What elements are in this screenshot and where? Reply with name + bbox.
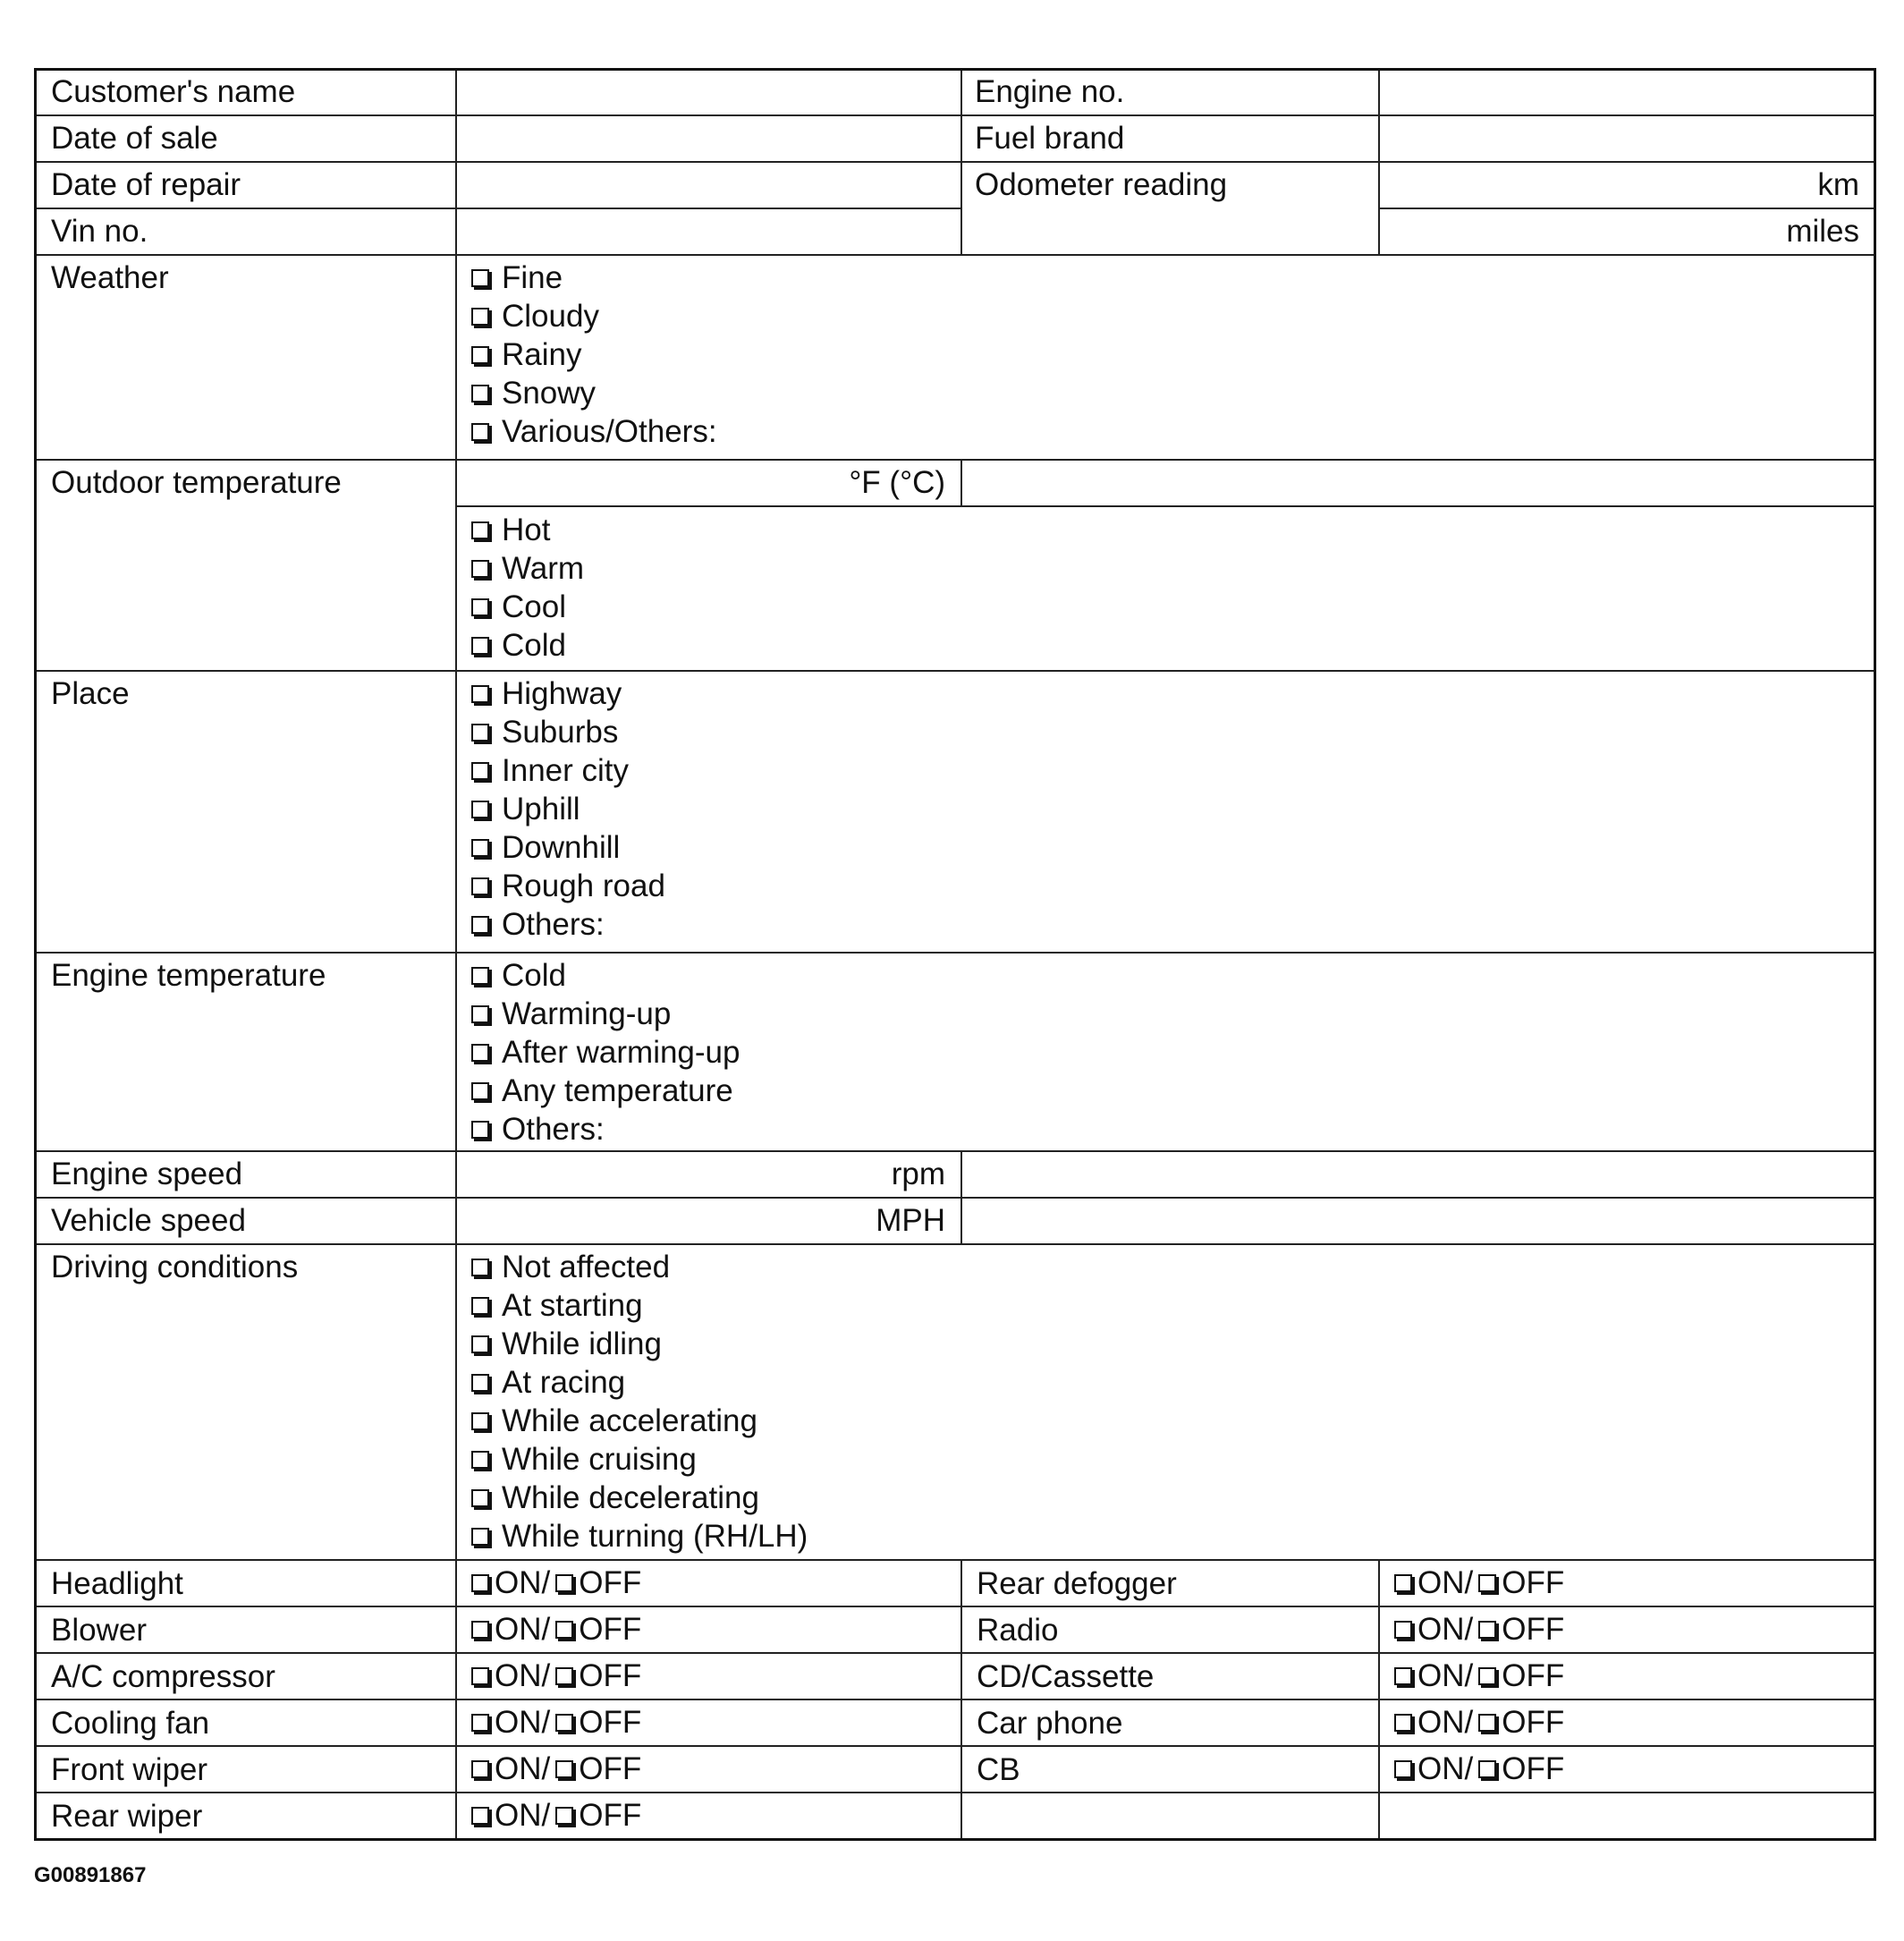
checkbox-icon[interactable]	[471, 521, 489, 539]
checkbox-icon[interactable]	[471, 1005, 489, 1023]
column-divider	[455, 71, 457, 1838]
row-divider	[37, 208, 961, 209]
vin-label: Vin no.	[51, 214, 148, 249]
driving-condition-option[interactable]: While turning (RH/LH)	[471, 1519, 808, 1555]
km-unit: km	[1817, 167, 1859, 202]
outdoor-temperature-option[interactable]: Hot	[471, 513, 550, 548]
checkbox-icon[interactable]	[471, 1044, 489, 1062]
engine-temperature-option[interactable]: Others:	[471, 1112, 605, 1148]
checkbox-icon[interactable]	[471, 916, 489, 934]
outdoor-temperature-option[interactable]: Warm	[471, 551, 584, 587]
driving-conditions-label: Driving conditions	[51, 1250, 299, 1284]
checkbox-icon[interactable]	[471, 1807, 489, 1825]
checkbox-icon[interactable]	[471, 724, 489, 742]
rear-defogger-label: Rear defogger	[977, 1566, 1177, 1601]
place-option[interactable]: Highway	[471, 676, 622, 712]
checkbox-icon[interactable]	[471, 1489, 489, 1507]
engine-temperature-option[interactable]: Cold	[471, 958, 566, 994]
engine-temperature-option[interactable]: Any temperature	[471, 1073, 733, 1109]
cooling-fan-on-off[interactable]: ON/ OFF	[471, 1705, 641, 1741]
checkbox-icon[interactable]	[471, 762, 489, 780]
checkbox-icon[interactable]	[471, 598, 489, 616]
blower-label: Blower	[51, 1613, 147, 1648]
checkbox-icon[interactable]	[555, 1714, 573, 1732]
mph-unit: MPH	[876, 1203, 945, 1238]
driving-condition-option[interactable]: While accelerating	[471, 1403, 757, 1439]
place-option[interactable]: Uphill	[471, 792, 580, 827]
checkbox-icon[interactable]	[471, 385, 489, 403]
cb-on-off[interactable]: ON/ OFF	[1394, 1751, 1564, 1787]
checkbox-icon[interactable]	[471, 1760, 489, 1778]
checkbox-icon[interactable]	[471, 560, 489, 578]
row-divider	[1378, 208, 1874, 209]
engine-no-label: Engine no.	[975, 74, 1125, 109]
miles-unit: miles	[1786, 214, 1859, 249]
checkbox-icon[interactable]	[1394, 1760, 1412, 1778]
rear-defogger-on-off[interactable]: ON/ OFF	[1394, 1565, 1564, 1601]
radio-on-off[interactable]: ON/ OFF	[1394, 1612, 1564, 1648]
checkbox-icon[interactable]	[555, 1667, 573, 1685]
vehicle-speed-label: Vehicle speed	[51, 1203, 246, 1238]
checkbox-icon[interactable]	[1478, 1621, 1496, 1639]
checkbox-icon[interactable]	[471, 308, 489, 326]
row-divider	[37, 1197, 1874, 1199]
temperature-unit: °F (°C)	[849, 465, 945, 500]
row-divider	[37, 1745, 1874, 1747]
place-option[interactable]: Suburbs	[471, 715, 618, 750]
radio-label: Radio	[977, 1613, 1059, 1648]
weather-option[interactable]: Fine	[471, 260, 563, 296]
row-divider	[37, 1559, 1874, 1561]
row-divider	[37, 1792, 1874, 1793]
cooling-fan-label: Cooling fan	[51, 1706, 210, 1741]
front-wiper-label: Front wiper	[51, 1752, 208, 1787]
cd-cassette-on-off[interactable]: ON/ OFF	[1394, 1658, 1564, 1694]
checkbox-icon[interactable]	[1394, 1574, 1412, 1592]
place-option[interactable]: Downhill	[471, 830, 620, 866]
headlight-on-off[interactable]: ON/ OFF	[471, 1565, 641, 1601]
row-divider	[37, 952, 1874, 954]
customer-name-label: Customer's name	[51, 74, 296, 109]
row-divider	[37, 670, 1874, 672]
place-label: Place	[51, 676, 130, 711]
blower-on-off[interactable]: ON/ OFF	[471, 1612, 641, 1648]
driving-condition-option[interactable]: While cruising	[471, 1442, 697, 1478]
checkbox-icon[interactable]	[471, 269, 489, 287]
outdoor-temperature-option[interactable]: Cool	[471, 589, 566, 625]
row-divider	[37, 1652, 1874, 1654]
weather-option[interactable]: Snowy	[471, 376, 596, 411]
checkbox-icon[interactable]	[1478, 1667, 1496, 1685]
checkbox-icon[interactable]	[555, 1574, 573, 1592]
row-divider	[37, 1243, 1874, 1245]
ac-compressor-on-off[interactable]: ON/ OFF	[471, 1658, 641, 1694]
checkbox-icon[interactable]	[471, 839, 489, 857]
checkbox-icon[interactable]	[471, 346, 489, 364]
row-divider	[37, 1699, 1874, 1700]
checkbox-icon[interactable]	[1478, 1574, 1496, 1592]
engine-temperature-label: Engine temperature	[51, 958, 326, 993]
checkbox-icon[interactable]	[471, 1412, 489, 1430]
row-divider	[37, 254, 1874, 256]
checkbox-icon[interactable]	[471, 1667, 489, 1685]
checkbox-icon[interactable]	[471, 1259, 489, 1276]
checkbox-icon[interactable]	[471, 801, 489, 818]
checkbox-icon[interactable]	[555, 1760, 573, 1778]
checkbox-icon[interactable]	[471, 1374, 489, 1392]
checkbox-icon[interactable]	[471, 877, 489, 895]
engine-temperature-option[interactable]: After warming-up	[471, 1035, 740, 1071]
rpm-unit: rpm	[891, 1157, 945, 1191]
checkbox-icon[interactable]	[471, 1335, 489, 1353]
checkbox-icon[interactable]	[471, 967, 489, 985]
row-divider	[37, 459, 1874, 461]
checkbox-icon[interactable]	[471, 1528, 489, 1546]
checkbox-icon[interactable]	[471, 423, 489, 441]
weather-option[interactable]: Various/Others:	[471, 414, 717, 450]
driving-condition-option[interactable]: While idling	[471, 1326, 662, 1362]
checkbox-icon[interactable]	[471, 1714, 489, 1732]
engine-speed-label: Engine speed	[51, 1157, 243, 1191]
car-phone-on-off[interactable]: ON/ OFF	[1394, 1705, 1564, 1741]
checkbox-icon[interactable]	[1478, 1760, 1496, 1778]
row-divider	[37, 161, 1874, 163]
driving-condition-option[interactable]: At starting	[471, 1288, 643, 1324]
weather-label: Weather	[51, 260, 169, 295]
checkbox-icon[interactable]	[471, 1574, 489, 1592]
front-wiper-on-off[interactable]: ON/ OFF	[471, 1751, 641, 1787]
row-divider	[37, 1150, 1874, 1152]
ac-compressor-label: A/C compressor	[51, 1659, 275, 1694]
checkbox-icon[interactable]	[471, 1121, 489, 1139]
place-option[interactable]: Rough road	[471, 869, 665, 904]
checkbox-icon[interactable]	[471, 1082, 489, 1100]
driving-condition-option[interactable]: At racing	[471, 1365, 625, 1401]
rear-wiper-label: Rear wiper	[51, 1799, 203, 1834]
headlight-label: Headlight	[51, 1566, 183, 1601]
outdoor-temperature-option[interactable]: Cold	[471, 628, 566, 664]
checkbox-icon[interactable]	[471, 1621, 489, 1639]
row-divider	[455, 505, 1874, 507]
checkbox-icon[interactable]	[471, 637, 489, 655]
checkbox-icon[interactable]	[555, 1621, 573, 1639]
row-divider	[37, 1606, 1874, 1607]
car-phone-label: Car phone	[977, 1706, 1123, 1741]
checkbox-icon[interactable]	[1394, 1621, 1412, 1639]
column-divider	[960, 459, 962, 505]
figure-code: G00891867	[34, 1863, 147, 1887]
checkbox-icon[interactable]	[471, 1451, 489, 1469]
outdoor-temperature-label: Outdoor temperature	[51, 465, 342, 500]
driving-condition-option[interactable]: Not affected	[471, 1250, 670, 1285]
checkbox-icon[interactable]	[555, 1807, 573, 1825]
date-of-sale-label: Date of sale	[51, 121, 218, 156]
checkbox-icon[interactable]	[471, 1297, 489, 1315]
weather-option[interactable]: Cloudy	[471, 299, 599, 335]
cd-cassette-label: CD/Cassette	[977, 1659, 1155, 1694]
checkbox-icon[interactable]	[1478, 1714, 1496, 1732]
odometer-label: Odometer reading	[975, 167, 1228, 202]
row-divider	[37, 114, 1874, 116]
checkbox-icon[interactable]	[1394, 1667, 1412, 1685]
checkbox-icon[interactable]	[1394, 1714, 1412, 1732]
rear-wiper-on-off[interactable]: ON/ OFF	[471, 1798, 641, 1834]
engine-temperature-option[interactable]: Warming-up	[471, 996, 671, 1032]
customer-problem-form	[34, 68, 1876, 1841]
date-of-repair-label: Date of repair	[51, 167, 241, 202]
cb-label: CB	[977, 1752, 1020, 1787]
driving-condition-option[interactable]: While decelerating	[471, 1480, 759, 1516]
place-option[interactable]: Inner city	[471, 753, 629, 789]
fuel-brand-label: Fuel brand	[975, 121, 1125, 156]
weather-option[interactable]: Rainy	[471, 337, 581, 373]
checkbox-icon[interactable]	[471, 685, 489, 703]
place-option[interactable]: Others:	[471, 907, 605, 943]
